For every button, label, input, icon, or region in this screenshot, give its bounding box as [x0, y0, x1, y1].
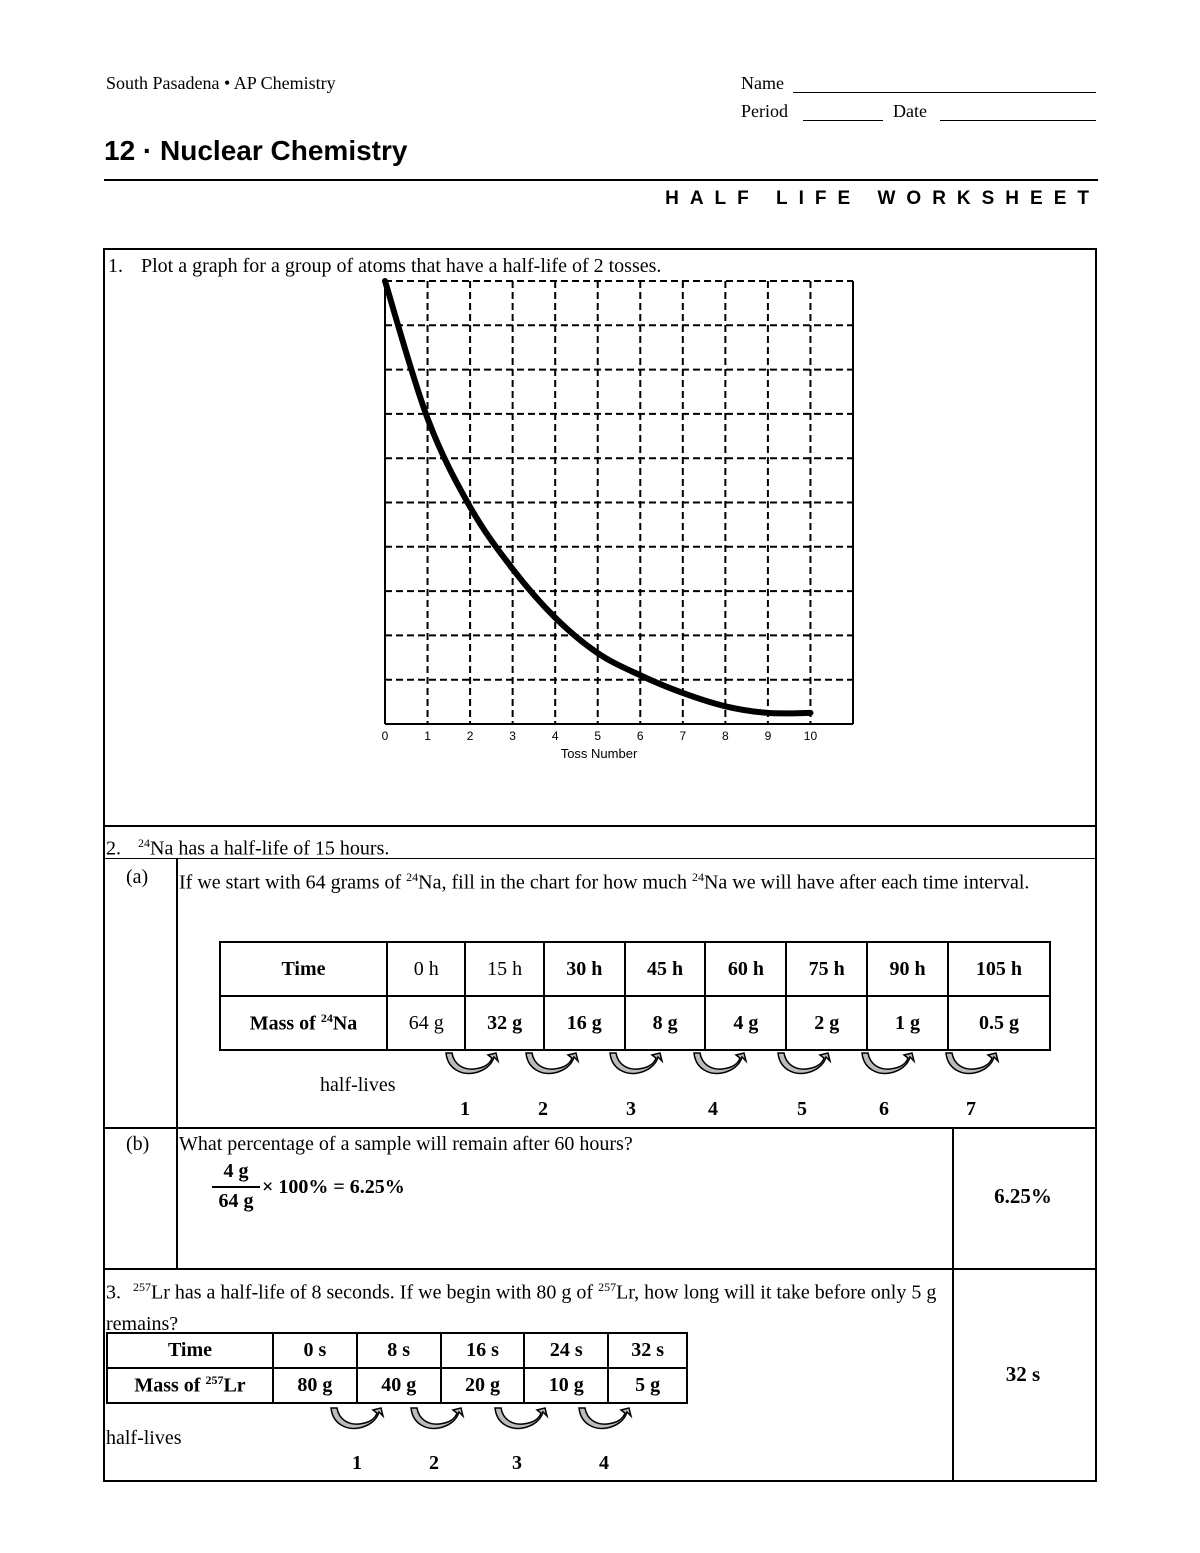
half-life-number: 2	[429, 1452, 439, 1474]
title-rule	[104, 179, 1098, 181]
table-cell: 8 g	[625, 996, 706, 1050]
time-row	[220, 942, 1050, 996]
q2b-question: What percentage of a sample will remain after 60 hours?	[179, 1133, 633, 1155]
table-cell: 32 s	[608, 1333, 687, 1368]
q2-isotope-mass: 24	[138, 836, 150, 850]
divider-answer-column	[952, 1127, 954, 1480]
table-cell: 10 g	[524, 1368, 608, 1403]
date-label: Date	[893, 101, 927, 121]
time-header: Time	[220, 942, 387, 996]
x-tick-label: 7	[679, 729, 687, 743]
period-field[interactable]	[803, 120, 883, 121]
table-cell: 0 s	[273, 1333, 357, 1368]
divider-q2-labels	[176, 858, 178, 1268]
half-life-number: 1	[460, 1098, 470, 1120]
mass-row	[107, 1368, 687, 1403]
x-tick-label: 3	[509, 729, 516, 743]
x-tick-label: 8	[722, 729, 729, 743]
table-cell: 8 s	[357, 1333, 441, 1368]
table-cell: 16 g	[544, 996, 625, 1050]
table-cell: 40 g	[357, 1368, 441, 1403]
half-life-number: 4	[708, 1098, 718, 1120]
half-life-number: 2	[538, 1098, 548, 1120]
q3-number: 3.	[106, 1281, 121, 1304]
q3-half-lives-label: half-lives	[106, 1427, 182, 1449]
table-cell: 90 h	[867, 942, 948, 996]
mass-header-element: Lr	[223, 1374, 246, 1397]
table-cell: 32 g	[465, 996, 543, 1050]
q1-text: Plot a graph for a group of atoms that have a half-life of 2 tosses.	[141, 255, 662, 277]
curved-arrow-icon	[491, 1406, 551, 1432]
mass-header-text: Mass of	[134, 1374, 206, 1397]
table-cell: 5 g	[608, 1368, 687, 1403]
table-cell: 64 g	[387, 996, 465, 1050]
q3-text-1: Lr has a half-life of 8 seconds. If we begin with 80 g of	[151, 1281, 599, 1304]
q3-answer: 32 s	[1005, 1362, 1041, 1386]
na-decay-table	[219, 941, 1051, 1051]
mass-header	[107, 1368, 273, 1403]
curved-arrow-icon	[407, 1406, 467, 1432]
x-tick-label: 0	[381, 729, 389, 743]
x-tick-labels	[382, 729, 818, 743]
curved-arrow-icon	[522, 1051, 582, 1077]
curved-arrow-icon	[442, 1051, 502, 1077]
name-label: Name	[741, 73, 784, 93]
half-life-number: 1	[352, 1452, 362, 1474]
half-life-number: 7	[966, 1098, 976, 1120]
chart-grid	[385, 281, 853, 724]
curved-arrow-icon	[575, 1406, 635, 1432]
table-cell: 0 h	[387, 942, 465, 996]
curved-arrow-icon	[327, 1406, 387, 1432]
table-cell: 16 s	[441, 1333, 525, 1368]
x-tick-label: 2	[466, 729, 474, 743]
half-life-number: 3	[626, 1098, 636, 1120]
q2a-label: (a)	[126, 866, 149, 888]
table-cell: 24 s	[524, 1333, 608, 1368]
table-cell: 105 h	[948, 942, 1050, 996]
q2-text: Na has a half-life of 15 hours.	[150, 837, 390, 860]
worksheet-subtitle: HALF LIFE WORKSHEET	[665, 188, 1100, 209]
table-cell: 1 g	[867, 996, 948, 1050]
mass-header-sup: 257	[205, 1373, 224, 1388]
q1-number: 1.	[108, 255, 123, 277]
x-tick-label: 1	[424, 729, 431, 743]
q2a-text-2: Na, fill in the chart for how much	[418, 871, 692, 894]
q3-sup-2: 257	[598, 1280, 617, 1294]
mass-row	[220, 996, 1050, 1050]
time-header: Time	[107, 1333, 273, 1368]
name-field[interactable]	[793, 92, 1096, 93]
table-cell: 0.5 g	[948, 996, 1050, 1050]
table-cell: 30 h	[544, 942, 625, 996]
table-cell: 4 g	[705, 996, 786, 1050]
divider-q2a	[103, 1127, 1097, 1129]
x-tick-label: 10	[803, 729, 818, 743]
q3-text-2: Lr, how long will it take before only 5 g remains?	[106, 1281, 937, 1335]
x-tick-label: 9	[764, 729, 772, 743]
table-cell: 75 h	[786, 942, 867, 996]
q2a-question	[179, 863, 1059, 897]
mass-header-text: Mass of	[249, 1012, 321, 1035]
half-life-chart	[370, 272, 870, 772]
x-tick-label: 5	[594, 729, 602, 743]
q2b-answer: 6.25%	[994, 1184, 1052, 1208]
percent-calculation: × 100% = 6.25%	[262, 1176, 405, 1198]
curved-arrow-icon	[858, 1051, 918, 1077]
half-life-number: 3	[512, 1452, 522, 1474]
q2-number: 2.	[106, 837, 121, 860]
q2-half-lives-label: half-lives	[320, 1074, 396, 1096]
time-row	[107, 1333, 687, 1368]
table-cell: 45 h	[625, 942, 706, 996]
q2b-label: (b)	[126, 1133, 150, 1155]
curved-arrow-icon	[690, 1051, 750, 1077]
divider-q1	[103, 825, 1097, 827]
divider-q2b	[103, 1268, 1097, 1270]
lr-decay-table	[106, 1332, 688, 1404]
q2a-text-1: If we start with 64 grams of	[179, 871, 407, 894]
fraction-denominator: 64 g	[218, 1190, 254, 1212]
school-course: South Pasadena • AP Chemistry	[106, 73, 336, 93]
half-life-number: 4	[599, 1452, 609, 1474]
table-cell: 20 g	[441, 1368, 525, 1403]
q3-question	[106, 1272, 952, 1340]
page-title: 12 · Nuclear Chemistry	[104, 135, 408, 166]
half-life-number: 6	[879, 1098, 889, 1120]
fraction-bar	[212, 1186, 260, 1188]
half-life-number: 5	[797, 1098, 807, 1120]
q2a-sup-1: 24	[406, 870, 419, 884]
curved-arrow-icon	[942, 1051, 1002, 1077]
mass-header-element: Na	[332, 1012, 358, 1035]
q2a-sup-2: 24	[691, 870, 704, 884]
table-cell: 80 g	[273, 1368, 357, 1403]
q3-sup-1: 257	[133, 1280, 151, 1294]
mass-header-sup: 24	[320, 1010, 333, 1025]
fraction-numerator: 4 g	[223, 1160, 249, 1182]
date-field[interactable]	[940, 120, 1096, 121]
table-cell: 15 h	[465, 942, 543, 996]
x-tick-label: 4	[551, 729, 559, 743]
x-tick-label: 6	[636, 729, 644, 743]
table-cell: 60 h	[705, 942, 786, 996]
x-axis-label: Toss Number	[560, 746, 638, 761]
mass-header	[220, 996, 387, 1050]
table-cell: 2 g	[786, 996, 867, 1050]
q2a-text-3: Na we will have after each time interval.	[703, 871, 1030, 894]
q2-heading	[106, 829, 389, 863]
curved-arrow-icon	[606, 1051, 666, 1077]
period-label: Period	[741, 101, 788, 121]
curved-arrow-icon	[774, 1051, 834, 1077]
